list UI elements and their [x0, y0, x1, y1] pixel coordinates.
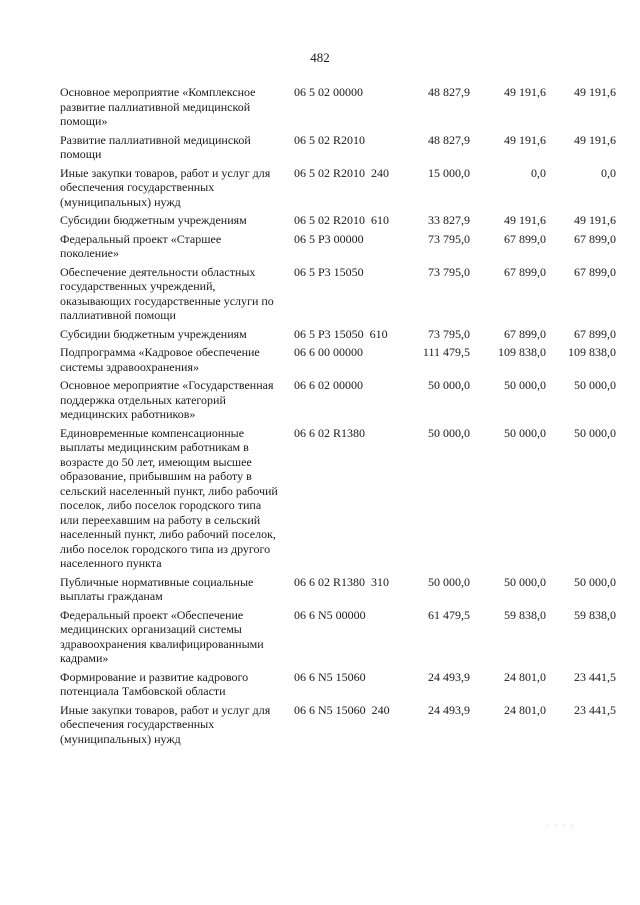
row-value-2: 0,0 [531, 165, 546, 180]
row-code: 06 5 02 R2010 610 [294, 213, 390, 227]
table-row [60, 232, 620, 261]
table-row [60, 575, 620, 604]
row-code: 06 5 P3 15050 [294, 264, 364, 279]
row-name: Иные закупки товаров, работ и услуг для обеспечения государственных (муниципальных) нужд [60, 702, 271, 746]
row-name: Обеспечение деятельности областных государственных учреждений, оказывающих государственные услуги по паллиативной помощи [60, 264, 274, 322]
row-value-3: 50 000,0 [574, 425, 616, 440]
row-code: 06 6 N5 15060 240 [294, 702, 390, 717]
row-value-3: 67 899,0 [574, 326, 616, 341]
row-code: 06 6 02 00000 [294, 378, 363, 392]
row-name: Федеральный проект «Обеспечение медицинских организаций системы здравоохранения квалифицированными кадрами» [60, 607, 264, 665]
row-value-3: 23 441,5 [574, 669, 616, 684]
row-value-1: 73 795,0 [428, 231, 470, 246]
row-value-1: 73 795,0 [428, 326, 470, 341]
row-code: 06 6 00 00000 [294, 345, 363, 359]
row-name: Основное мероприятие «Государственная поддержка отдельных категорий медицинских работников» [60, 378, 274, 421]
row-value-3: 59 838,0 [574, 607, 616, 622]
row-value-2: 24 801,0 [504, 702, 546, 717]
budget-table [60, 85, 620, 750]
row-value-2: 49 191,6 [504, 213, 546, 227]
row-value-2: 24 801,0 [504, 669, 546, 684]
row-value-3: 49 191,6 [574, 213, 616, 227]
row-code: 06 5 02 R2010 240 [294, 165, 390, 180]
row-value-1: 24 493,9 [428, 702, 470, 717]
row-value-3: 67 899,0 [574, 231, 616, 246]
row-name: Основное мероприятие «Комплексное развитие паллиативной медицинской помощи» [60, 85, 256, 128]
row-name: Подпрограмма «Кадровое обеспечение системы здравоохранения» [60, 345, 260, 374]
row-value-2: 49 191,6 [504, 85, 546, 99]
row-value-1: 50 000,0 [428, 425, 470, 440]
table-row [60, 426, 620, 571]
row-value-1: 48 827,9 [428, 132, 470, 147]
row-name: Развитие паллиативной медицинской помощи [60, 132, 251, 161]
table-row [60, 166, 620, 210]
row-value-1: 33 827,9 [428, 213, 470, 227]
row-name: Публичные нормативные социальные выплаты гражданам [60, 574, 254, 603]
table-row [60, 327, 620, 342]
row-value-1: 61 479,5 [428, 607, 470, 622]
row-value-3: 49 191,6 [574, 85, 616, 99]
table-row [60, 345, 620, 374]
row-name: Федеральный проект «Старшее поколение» [60, 231, 222, 260]
table-row [60, 133, 620, 162]
table-row [60, 703, 620, 747]
row-value-2: 59 838,0 [504, 607, 546, 622]
row-value-3: 50 000,0 [574, 574, 616, 589]
row-code: 06 6 N5 00000 [294, 607, 366, 622]
row-value-2: 109 838,0 [498, 345, 546, 359]
row-value-2: 50 000,0 [504, 378, 546, 392]
row-code: 06 5 02 00000 [294, 85, 363, 99]
row-code: 06 6 02 R1380 310 [294, 574, 390, 589]
row-name: Субсидии бюджетным учреждениям [60, 326, 247, 341]
row-code: 06 5 02 R2010 [294, 132, 366, 147]
row-code: 06 5 P3 00000 [294, 231, 364, 246]
table-row [60, 85, 620, 129]
row-value-1: 24 493,9 [428, 669, 470, 684]
row-value-3: 109 838,0 [568, 345, 616, 359]
table-row [60, 608, 620, 666]
page-number: 482 [310, 50, 330, 65]
row-value-2: 67 899,0 [504, 264, 546, 279]
row-value-3: 0,0 [601, 165, 616, 180]
row-value-2: 50 000,0 [504, 574, 546, 589]
row-value-2: 67 899,0 [504, 231, 546, 246]
row-value-1: 111 479,5 [422, 345, 470, 359]
row-name: Субсидии бюджетным учреждениям [60, 213, 247, 227]
row-name: Единовременные компенсационные выплаты медицинским работникам в возрасте до 50 лет, имеющим высшее образование, прибывшим на работу в сельский населенный пункт, либо рабочий поселок, либо поселок городского типа или переехавшим на работу в сельский населенный пункт, либо рабочий поселок, либо поселок городского типа из другого населенного пункта [60, 425, 278, 570]
table-row [60, 670, 620, 699]
row-value-1: 15 000,0 [428, 165, 470, 180]
row-code: 06 6 N5 15060 [294, 669, 366, 684]
row-name: Иные закупки товаров, работ и услуг для обеспечения государственных (муниципальных) нужд [60, 165, 271, 209]
scan-marks: · · · · [546, 822, 575, 830]
row-value-2: 50 000,0 [504, 425, 546, 440]
row-value-1: 48 827,9 [428, 85, 470, 99]
row-value-3: 49 191,6 [574, 132, 616, 147]
table-row [60, 265, 620, 323]
row-value-1: 73 795,0 [428, 264, 470, 279]
row-value-2: 67 899,0 [504, 326, 546, 341]
row-value-3: 50 000,0 [574, 378, 616, 392]
row-code: 06 5 P3 15050 610 [294, 326, 388, 341]
row-code: 06 6 02 R1380 [294, 425, 366, 440]
table-row [60, 213, 620, 228]
row-name: Формирование и развитие кадрового потенциала Тамбовской области [60, 669, 249, 698]
row-value-3: 67 899,0 [574, 264, 616, 279]
row-value-1: 50 000,0 [428, 574, 470, 589]
row-value-2: 49 191,6 [504, 132, 546, 147]
row-value-1: 50 000,0 [428, 378, 470, 392]
row-value-3: 23 441,5 [574, 702, 616, 717]
table-row [60, 378, 620, 422]
